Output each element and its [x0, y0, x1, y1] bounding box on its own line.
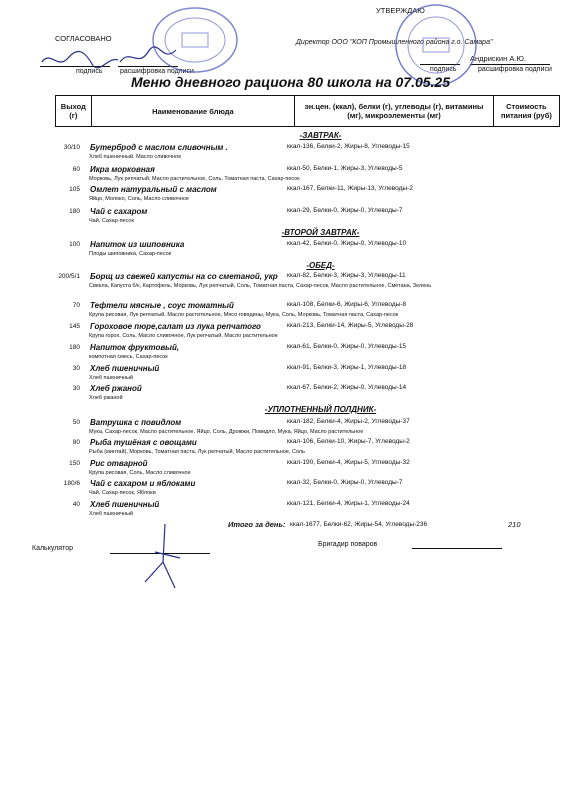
director-name: Андрискин А.Ю. — [470, 54, 527, 63]
col-output: Выход (г) — [56, 96, 92, 127]
list-item: 30 Хлеб пшеничный ккал-91, Белки-3, Жиры-1, Углеводы-18 Хлеб пшеничный — [72, 364, 407, 381]
calculator-signature — [135, 522, 195, 592]
list-item: 180 Чай с сахаром ккал-29, Белки-0, Жиры-0, Углеводы-7 Чай, Сахар-песок — [69, 207, 403, 224]
left-signature-caption: подпись — [76, 68, 103, 75]
total-values: ккал-1677, Белки-62, Жиры-54, Углеводы-236 — [290, 521, 428, 528]
section-lunch: -ОБЕД- — [306, 261, 335, 270]
right-signature-caption: подпись — [430, 66, 457, 73]
list-item: 145 Гороховое пюре,салат из лука репчатого ккал-213, Белки-14, Жиры-5, Углеводы-28 Крупа горох, Соль, Масло сливочное, Лук репчатый, Масло растительное — [69, 322, 414, 339]
col-cost: Стоимость питания (руб) — [493, 96, 559, 127]
approved-label: УТВЕРЖДАЮ — [376, 6, 425, 15]
list-item: 105 Омлет натуральный с маслом ккал-167, Белки-11, Жиры-13, Углеводы-2 Яйцо, Молоко, Соль, Масло сливочное — [69, 185, 413, 202]
right-decoding-caption: расшифровка подписи — [478, 66, 552, 73]
agreed-label: СОГЛАСОВАНО — [55, 34, 112, 43]
list-item: 150 Рис отварной ккал-190, Белки-4, Жиры-5, Углеводы-32 Крупа рисовая, Соль, Масло сливочное — [69, 459, 410, 476]
list-item: 200/5/1 Борщ из свежей капусты на со сметаной, укр ккал-82, Белки-3, Жиры-3, Углеводы-11 Свекла, Капуста б/к, Картофель, Морковь, Лук репчатый, Соль, Томатная паста, Сахар-песок, Масло растительное, Сметана, Зелень — [58, 272, 432, 289]
left-signature-2 — [118, 44, 178, 70]
chef-line — [412, 548, 502, 549]
list-item: 60 Икра морковная ккал-50, Белки-1, Жиры-3, Углеводы-5 Морковь, Лук репчатый, Масло растительное, Соль, Томатная паста, Сахар-песок — [72, 165, 403, 182]
list-item: 180 Напиток фруктовый, ккал-61, Белки-0, Жиры-0, Углеводы-15 компотная смесь, Сахар-песок — [69, 343, 407, 360]
list-item: 180/6 Чай с сахаром и яблоками ккал-32, Белки-0, Жиры-0, Углеводы-7 Чай, Сахар-песок, Яблоки — [63, 479, 403, 496]
list-item: 100 Напиток из шиповника ккал-42, Белки-0, Жиры-0, Углеводы-10 Плоды шиповника, Сахар-песок — [69, 240, 407, 257]
right-decoding-line — [470, 64, 550, 65]
list-item: 30 Хлеб ржаной ккал-67, Белки-2, Жиры-0, Углеводы-14 Хлеб ржаной — [72, 384, 407, 401]
list-item: 50 Ватрушка с повидлом ккал-182, Белки-4, Жиры-2, Углеводы-37 Мука, Сахар-песок, Масло растительное, Яйцо, Соль, Дрожжи, Повидло, Мука, Яйцо, Масло растительное — [72, 418, 410, 435]
left-signature — [40, 48, 120, 72]
chef-label: Бригадир поваров — [318, 541, 378, 548]
col-nutrition: эн.цен. (ккал), белки (г), углеводы (г), витамины (мг), микроэлементы (мг) — [295, 96, 494, 127]
left-decoding-caption: расшифровка подписи — [120, 68, 194, 75]
total-cost: 210 — [508, 520, 521, 529]
menu-table-header — [55, 95, 560, 127]
total-label: Итого за день: — [228, 520, 286, 529]
director-line: Директор ООО "КОП Промышленного района г.о. Самара" — [296, 39, 493, 46]
list-item: 70 Тефтели мясные , соус томатный ккал-108, Белки-6, Жиры-6, Углеводы-8 Крупа рисовая, Лук репчатый, Масло растительное, Мясо говядины, Мука, Соль, Морковь, Томатная паста, Сахар-песок — [72, 301, 407, 318]
section-second-breakfast: -ВТОРОЙ ЗАВТРАК- — [281, 228, 360, 237]
list-item: 30/10 Бутерброд с маслом сливочным . ккал-136, Белки-2, Жиры-8, Углеводы-15 Хлеб пшеничный, Масло сливочное — [63, 143, 410, 160]
page-title: Меню дневного рациона 80 школа на 07.05.25 — [130, 74, 450, 90]
calculator-label: Калькулятор — [32, 545, 73, 552]
section-breakfast: -ЗАВТРАК- — [299, 131, 342, 140]
col-name: Наименование блюда — [91, 96, 295, 127]
list-item: 40 Хлеб пшеничный ккал-121, Белки-4, Жиры-1, Углеводы-24 Хлеб пшеничный — [72, 500, 410, 517]
list-item: 80 Рыба тушёная с овощами ккал-106, Белки-10, Жиры-7, Углеводы-2 Рыба (минтай), Морковь, Томатная паста, Лук репчатый, Масло растительное, Соль — [72, 438, 410, 455]
section-snack: -УПЛОТНЕННЫЙ ПОЛДНИК- — [264, 405, 377, 414]
